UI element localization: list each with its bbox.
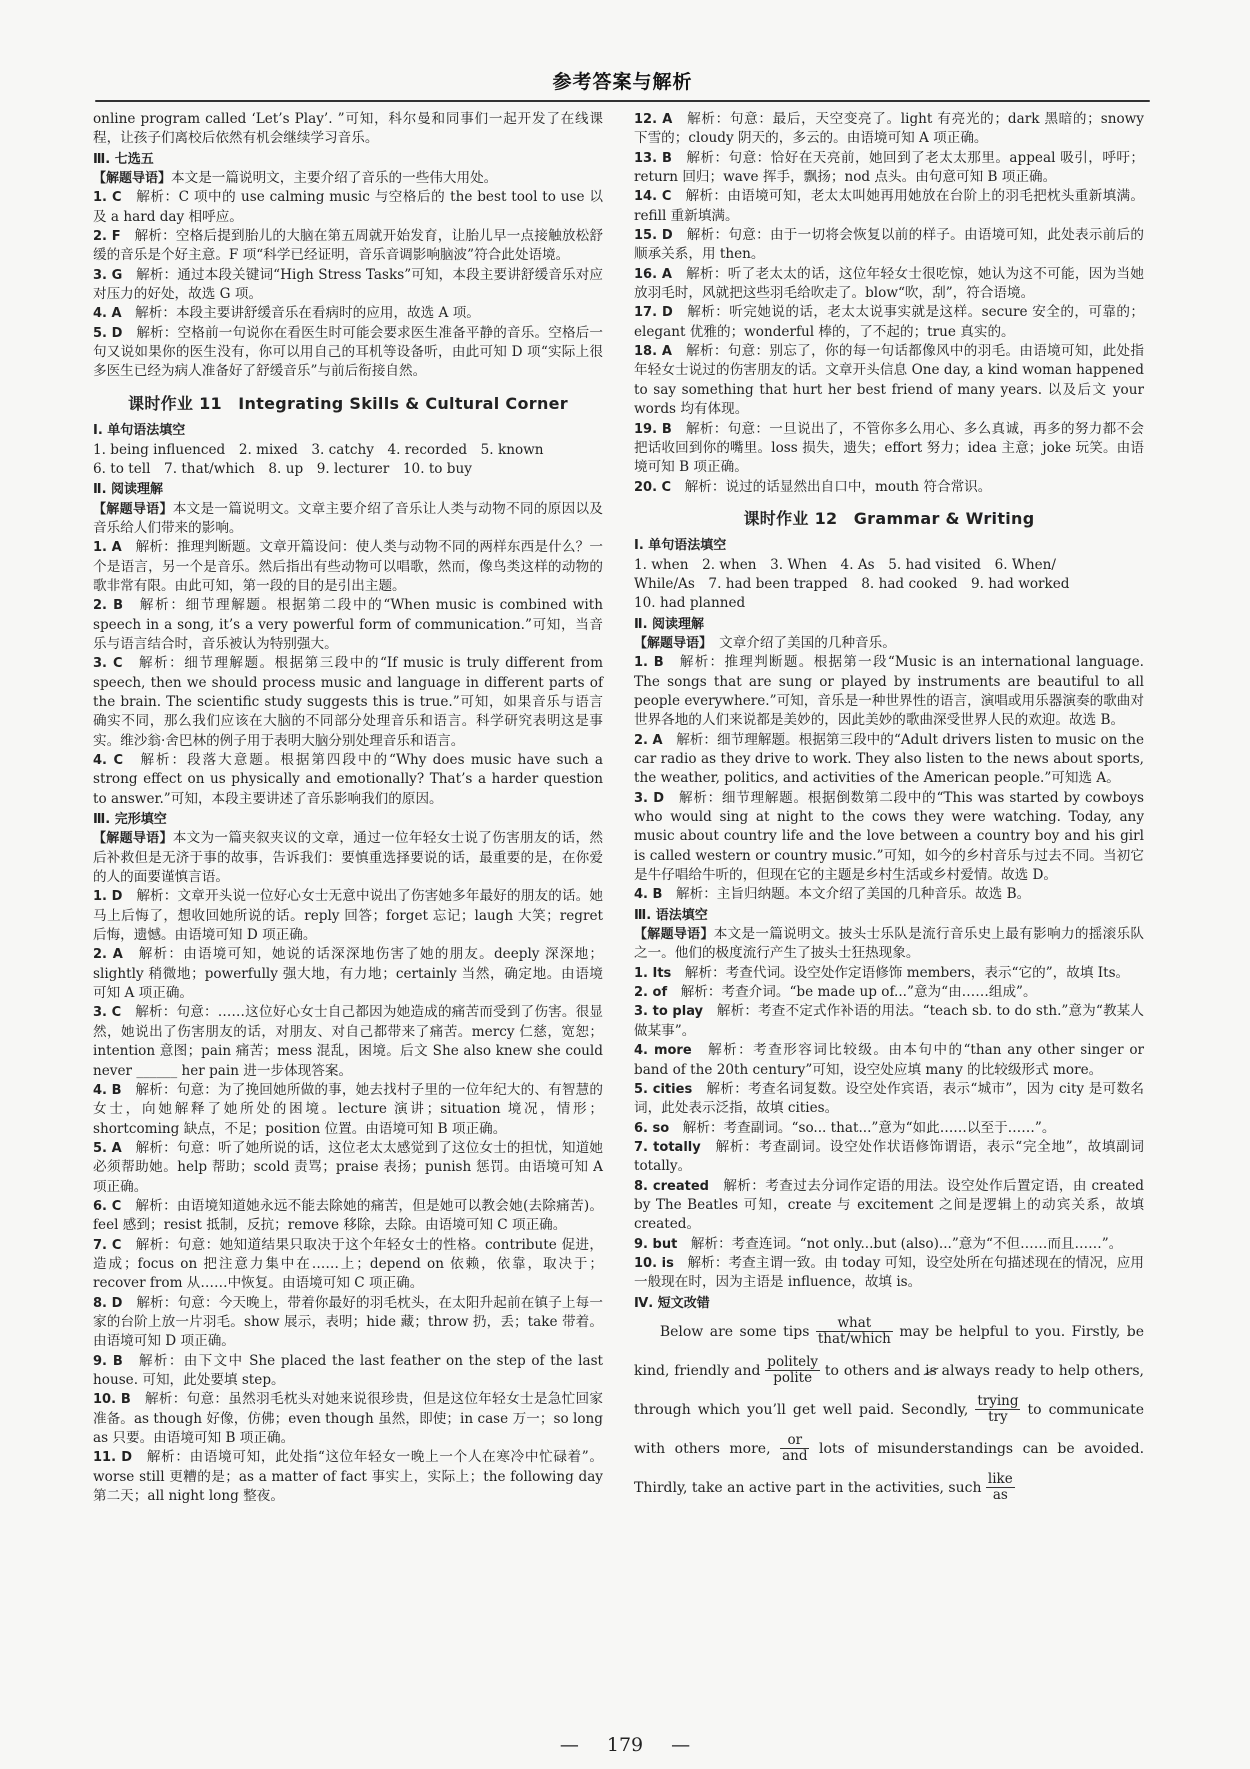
answer-explain: 解析：考查副词。设空处作状语修饰谓语，表示“完全地”，故填副词 totally。 [634, 1138, 1144, 1175]
section-title: Ⅲ. 七选五 [93, 151, 154, 167]
passage-text: may be helpful to you. Firstly, [899, 1323, 1121, 1340]
answer-item [634, 885, 1144, 904]
answer-item [634, 1177, 1144, 1235]
answer-item [93, 1294, 603, 1352]
answer-explain: 解析：考查主谓一致。由 today 可知，设空处所在句描述现在的情况，应用一般现在时，因为主语是 influence，故填 is。 [634, 1254, 1144, 1291]
section-title: Ⅳ. 短文改错 [634, 1295, 710, 1311]
guide-body: 文章介绍了美国的几种音乐。 [719, 634, 896, 651]
correction-mark [765, 1355, 820, 1386]
section-title: Ⅱ. 阅读理解 [93, 482, 164, 498]
answer-explain: 解析：细节理解题。根据第三段中的“Adult drivers listen to music on the car radio as they drive to work. They also listen to the news about sports, the weather, politics, and activities of the American people.”可知选 A。 [634, 731, 1145, 787]
page-dash-left: — [559, 1734, 579, 1756]
answer-explain: 解析：句意：一旦说出了，不管你多么用心、多么真诚，再多的努力都不会把话收回到你的嘴里。loss 损失，遗失；effort 努力；idea 主意；joke 玩笑。由语境可知 B 项正确。 [634, 420, 1145, 476]
answer-explain: 解析：考查介词。“be made up of...”意为“由……组成”。 [680, 984, 1037, 1001]
answer-key: 3. G [93, 267, 123, 283]
answer-key: 4. A [93, 306, 122, 322]
guide-text [634, 634, 1144, 653]
answer-explain: 解析：听了老太太的话，这位年轻女士很吃惊，她认为这不可能，因为当她放羽毛时，风就把这些羽毛给吹走了。blow“吹，刮”，符合语境。 [634, 265, 1145, 302]
answer-key: 14. C [634, 189, 672, 205]
answer-explain: 解析：句意：今天晚上，带着你最好的羽毛枕头，在太阳升起前在镇子上每一家的台阶上放一片羽毛。show 展示，表明；hide 藏；throw 扔，丢；take 带着。由语境可知 D 项正确。 [93, 1294, 603, 1350]
answer-item [634, 731, 1144, 789]
answer-item [634, 420, 1144, 478]
passage-text: be kind, friendly and [634, 1323, 1145, 1379]
answer-item [634, 789, 1144, 886]
guide-text [634, 925, 1144, 964]
answer-key: 20. C [634, 479, 672, 495]
passage-text: to [1027, 1401, 1042, 1418]
answer-item [634, 1138, 1144, 1177]
correction-old: that/which [817, 1331, 891, 1348]
error-correction-passage [634, 1313, 1144, 1508]
passage-text: Below are some tips [659, 1323, 810, 1340]
answer-explain: 解析：由语境可知，此处指“这位年轻女一晚上一个人在寒冷中忙碌着”。worse still 更糟的是；as a matter of fact 事实上，实际上；the following day 第二天；all night long 整夜。 [93, 1449, 603, 1505]
answer-explain: 解析：细节理解题。根据第二段中的“When music is combined with speech in a song, it’s a very powerful form of communication.”可知，当音乐与语言结合时，音乐被认为特别强大。 [93, 597, 603, 652]
answer-explain: 解析：由语境可知，老太太叫她再用她放在台阶上的羽毛把枕头重新填满。refill 重新填满。 [634, 188, 1145, 224]
answer-key: 1. D [93, 889, 123, 905]
answer-key: 3. C [93, 1005, 122, 1021]
answer-key: 4. B [93, 1082, 122, 1098]
answer-explain: 解析：文章开头说一位好心女士无意中说出了伤害她多年最好的朋友的话。她马上后悔了，想收回她所说的话。reply 回答；forget 忘记；laugh 大笑；regret 后悔，遗憾。由语境可知 D 项正确。 [93, 888, 603, 944]
answer-item [634, 653, 1144, 730]
answer-explain: 解析：细节理解题。根据倒数第二段中的“This was started by cowboys who would sing at night to the cows they were watching. Today, any music about country life and the love between a country boy and his girl is called western or country music.”可知，如今的乡村音乐与过去不同。当初它是牛仔唱给牛听的，但现在它的主题是乡村生活或乡村爱情。故选 D。 [634, 789, 1144, 884]
answer-key: 5. cities [634, 1081, 693, 1097]
answer-item [93, 1352, 603, 1391]
answer-explain: 解析：考查副词。“so... that...”意为“如此……以至于……”。 [682, 1119, 1056, 1136]
answer-explain: 解析：推理判断题。根据第一段“Music is an international language. The songs that are sung or played by instruments are beautiful to all people everywhere.”可知，音乐是一种世界性的语言，演唱或用乐器演奏的歌曲对世界各地的人们来说都是美妙的，因此美妙的歌曲深受世界人民的欢迎。故选 B。 [634, 654, 1144, 729]
answer-item [93, 1197, 603, 1236]
page-title: 参考答案与解析 [552, 71, 693, 93]
answer-explain: 解析：句意：听了她所说的话，这位老太太感觉到了这位女士的担忧，知道她必须帮助她。help 帮助；scold 责骂；praise 表扬；punish 惩罚。由语境可知 A 项正确。 [93, 1139, 604, 1195]
answer-key: 18. A [634, 344, 672, 360]
answer-item [634, 265, 1144, 304]
answer-key: 3. D [634, 790, 665, 806]
answer-item [634, 478, 1144, 497]
fill-answers-line: 6. to tell 7. that/which 8. up 9. lecturer 10. to buy [93, 460, 472, 477]
answer-explain: 解析：考查代词。设空处作定语修饰 members，表示“它的”，故填 Its。 [684, 964, 1130, 981]
answer-explain: 解析：本段主要讲舒缓音乐在看病时的应用，故选 A 项。 [135, 305, 480, 322]
answer-item [634, 1002, 1144, 1041]
answer-key: 1. A [93, 540, 122, 556]
page-number [0, 1734, 1250, 1756]
answer-item [634, 110, 1144, 149]
answer-explain: 解析：句意：……这位好心女士自己都因为她造成的痛苦而受到了伤害。很显然，她说出了伤害朋友的话，对朋友、对自己都带来了痛苦。mercy 仁慈，宽恕；intention 意图；pain 痛苦；mess 混乱，困境。后文 She also knew she could never ______ her pain 进一步体现答案。 [93, 1004, 604, 1079]
answer-item [634, 1254, 1144, 1293]
passage-text: lots of misunderstandings can be [819, 1440, 1075, 1457]
correction-old: and [782, 1448, 808, 1465]
answer-explain: 解析：说过的话显然出自口中，mouth 符合常识。 [684, 478, 992, 495]
answer-list [93, 188, 603, 381]
section-title: Ⅲ. 完形填空 [93, 812, 167, 828]
answer-key: 7. C [93, 1237, 122, 1253]
answer-explain: 解析：听完她说的话，老太太说事实就是这样。secure 安全的，可靠的；elegant 优雅的；wonderful 棒的，了不起的；true 真实的。 [634, 304, 1144, 340]
guide-tag: 【解题导语】 [93, 831, 173, 847]
answer-explain: 解析：空格后提到胎儿的大脑在第五周就开始发育，让胎儿早一点接触放松舒缓的音乐是个好主意。F 项“科学已经证明，音乐音调影响脑波”符合此处语境。 [93, 228, 604, 264]
guide-text [93, 169, 603, 188]
answer-explain: 解析：由语境可知，她说的话深深地伤害了她的朋友。deeply 深深地；slightly 稍微地；powerfully 强大地，有力地；certainly 当然，确定地。由语境可知 A 项正确。 [93, 946, 604, 1002]
answer-key: 2. B [93, 598, 124, 614]
answer-key: 10. is [634, 1255, 674, 1271]
answer-item [634, 303, 1144, 342]
answer-explain: 解析：段落大意题。根据第四段中的“Why does music have such a strong effect on us physically and emotionally? That’s a harder question to answer.”可知，本段主要讲述了音乐影响我们的原因。 [93, 752, 603, 807]
answer-item [634, 964, 1144, 983]
answer-item [634, 149, 1144, 188]
fill-answers-line: 1. being influenced 2. mixed 3. catchy 4. recorded 5. known [93, 441, 544, 458]
guide-text [93, 829, 603, 887]
answer-explain: 解析：句意：虽然羽毛枕头对她来说很珍贵，但是这位年轻女士是急忙回家准备。as though 好像，仿佛；even though 虽然，即使；in case 万一；so long as 只要。由语境可知 B 项正确。 [93, 1391, 604, 1447]
answer-explain: 解析：句意：由于一切将会恢复以前的样子。由语境可知，此处表示前后的顺承关系，用 then。 [634, 227, 1144, 263]
page-header [95, 66, 1150, 106]
guide-tag: 【解题导语】 [93, 501, 173, 517]
answer-key: 3. C [93, 656, 123, 672]
answer-item [634, 1080, 1144, 1119]
answer-explain: 解析：考查名词复数。设空处作宾语，表示“城市”，因为 city 是可数名词，此处表示泛指，故填 cities。 [634, 1080, 1144, 1117]
passage-text: always ready to help [941, 1362, 1090, 1379]
answer-item [634, 983, 1144, 1002]
section-title: Ⅰ. 单句语法填空 [634, 538, 727, 554]
answer-item [634, 226, 1144, 265]
section-title: Ⅰ. 单句语法填空 [93, 423, 186, 439]
answer-list [93, 887, 603, 1506]
answer-key: 2. A [93, 947, 123, 963]
answer-explain: 解析：句意：别忘了，你的每一句话都像风中的羽毛。由语境可知，此处指年轻女士说过的伤害朋友的话。文章开头信息 One day, a kind woman happened to say something that hurt her best friend of many years. 以及后文 your words 均有体现。 [634, 343, 1145, 418]
answer-list [634, 964, 1144, 1293]
answer-list [634, 110, 1144, 497]
answer-item [93, 227, 603, 266]
guide-body: 本文是一篇说明文。披头士乐队是流行音乐史上最有影响力的摇滚乐队之一。他们的极度流行产生了披头士狂热现象。 [634, 926, 1144, 962]
answer-explain: 解析：主旨归纳题。本文介绍了美国的几种音乐。故选 B。 [676, 886, 1031, 903]
answer-item [634, 187, 1144, 226]
passage-text: avoided. Thirdly, take an active part in the activities, such [634, 1440, 1145, 1496]
answer-explain: 解析：句意：恰好在天亮前，她回到了老太太那里。appeal 吸引，呼吁；return 回归；wave 挥手，飘扬；nod 点头。由句意可知 B 项正确。 [634, 149, 1145, 186]
answer-item [93, 1003, 603, 1080]
guide-tag: 【解题导语】 [634, 635, 706, 651]
answer-item [93, 538, 603, 596]
passage-text: others, through which you’ll get well paid. Secondly, [634, 1362, 1144, 1418]
section-title: Ⅱ. 阅读理解 [634, 616, 705, 632]
answer-key: 17. D [634, 305, 673, 321]
answer-explain: 解析：推理判断题。文章开篇设问：使人类与动物不同的两样东西是什么？一个是语言，另一个是音乐。然后指出有些动物可以唱歌，然而，像鸟类这样的动物的歌非常有限。由此可知，第一段的目的是引出主题。 [93, 539, 604, 594]
answer-list [93, 538, 603, 809]
answer-key: 5. A [93, 1140, 122, 1156]
answer-key: 6. C [93, 1198, 122, 1214]
answer-explain: 解析：考查不定式作补语的用法。“teach sb. to do sth.”意为“教某人做某事”。 [634, 1003, 1144, 1039]
answer-item [93, 188, 603, 227]
correction-new: like [987, 1471, 1013, 1488]
passage-text: communicate with others more, [634, 1401, 1145, 1457]
answer-key: 19. B [634, 421, 672, 437]
answer-key: 4. B [634, 887, 663, 903]
guide-tag: 【解题导语】 [93, 171, 172, 187]
answer-key: 7. totally [634, 1139, 701, 1155]
answer-key: 4. more [634, 1043, 692, 1059]
answer-item [93, 1139, 603, 1197]
correction-mark [780, 1433, 809, 1464]
answer-item [93, 1081, 603, 1139]
answer-item [93, 887, 603, 945]
answer-key: 15. D [634, 228, 673, 244]
correction-new: or [780, 1433, 809, 1449]
correction-mark [816, 1316, 893, 1347]
answer-explain: 解析：考查形容词比较级。由本句中的“than any other singer or band of the 20th century”可知，设空处应填 many 的比较级形式 more。 [634, 1042, 1144, 1078]
deletion-mark: is [925, 1352, 937, 1391]
answer-item [634, 1235, 1144, 1254]
answer-explain: 解析：句意：最后，天空变亮了。light 有亮光的；dark 黑暗的；snowy 下雪的；cloudy 阴天的，多云的。由语境可知 A 项正确。 [634, 111, 1144, 147]
answer-key: 5. D [93, 325, 123, 341]
answer-key: 1. C [93, 190, 122, 206]
page-dash-right: — [671, 1734, 691, 1756]
fill-answers-line: While/As 7. had been trapped 8. had cooked 9. had worked [634, 575, 1070, 592]
guide-tag: 【解题导语】 [634, 927, 714, 943]
answer-key: 2. A [634, 732, 663, 748]
answer-explain: 解析：C 项中的 use calming music 与空格后的 the best tool to use 以及 a hard day 相呼应。 [93, 189, 603, 225]
answer-explain: 解析：细节理解题。根据第三段中的“If music is truly different from speech, then we should process music and language in different parts of the brain. The scientific study suggests this is true.”可知，如果音乐与语言确实不同，那么我们应该在大脑的不同部分处理音乐和语言。科学研究表明这是事实。维沙翁·舍巴林的例子用于表明大脑分别处理音乐和语言。 [93, 655, 603, 749]
answer-key: 8. created [634, 1178, 709, 1194]
answer-key: 9. B [93, 1353, 123, 1369]
answer-key: 1. B [634, 655, 664, 671]
answer-key: 12. A [634, 112, 673, 127]
page-number-value: 179 [606, 1734, 644, 1756]
answer-item [634, 1041, 1144, 1080]
correction-new: what [816, 1316, 893, 1332]
answer-key: 1. Its [634, 965, 672, 981]
correction-old: polite [773, 1370, 813, 1387]
guide-body: 本文是一篇说明文，主要介绍了音乐的一些伟大用处。 [171, 170, 498, 187]
answer-explain: 解析：考查过去分词作定语的用法。设空处作后置定语，由 created by The Beatles 可知，create 与 excitement 之间是逻辑上的动宾关系，故填 created。 [634, 1177, 1145, 1233]
correction-mark [975, 1394, 1020, 1425]
answer-item [634, 1119, 1144, 1138]
guide-text [93, 500, 603, 539]
section-title: Ⅲ. 语法填空 [634, 907, 708, 923]
guide-body: 本文为一篇夹叙夹议的文章，通过一位年轻女士说了伤害朋友的话，然后补救但是无济于事的故事，告诉我们：要慎重选择要说的话，最重要的是，在你爱的人的面要谨慎言语。 [93, 830, 603, 886]
answer-item [93, 751, 603, 809]
correction-new: politely [767, 1354, 819, 1371]
left-column [93, 110, 603, 1506]
answer-item [93, 304, 603, 323]
answer-item [634, 342, 1144, 419]
answer-item [93, 1448, 603, 1506]
correction-old: try [988, 1409, 1008, 1426]
answer-item [93, 596, 603, 654]
correction-new: trying [977, 1393, 1019, 1410]
answer-key: 6. so [634, 1120, 670, 1136]
correction-old: as [992, 1487, 1008, 1504]
answer-key: 16. A [634, 266, 672, 282]
answer-item [93, 1236, 603, 1294]
answer-key: 9. but [634, 1236, 678, 1252]
answer-key: 3. to play [634, 1004, 704, 1020]
answer-explain: 解析：空格前一句说你在看医生时可能会要求医生准备平静的音乐。空格后一句又说如果你的医生没有，你可以用自己的耳机等设备听，由此可知 D 项“实际上很多医生已经为病人准备好了舒缓音乐”与前后衔接自然。 [93, 324, 603, 380]
fill-answers-line: 1. when 2. when 3. When 4. As 5. had visited 6. When/ [634, 556, 1056, 573]
correction-mark [986, 1472, 1015, 1503]
intro-text: online program called ‘Let’s Play’. ”可知，科尔曼和同事们一起开发了在线课程，让孩子们离校后依然有机会继续学习音乐。 [93, 111, 603, 147]
right-column [634, 110, 1144, 1508]
answer-key: 2. of [634, 985, 668, 1001]
answer-explain: 解析：由语境知道她永远不能去除她的痛苦，但是她可以教会她(去除痛苦)。feel 感到；resist 抵制，反抗；remove 移除，去除。由语境可知 C 项正确。 [93, 1197, 604, 1234]
guide-body: 本文是一篇说明文。文章主要介绍了音乐让人类与动物不同的原因以及音乐给人们带来的影响。 [93, 500, 603, 536]
lesson-heading: 课时作业 11 Integrating Skills & Cultural Corner [128, 393, 568, 413]
answer-key: 13. B [634, 150, 672, 166]
lesson-heading: 课时作业 12 Grammar & Writing [743, 508, 1035, 528]
answer-explain: 解析：句意：她知道结果只取决于这个年轻女士的性格。contribute 促进，造成；focus on 把注意力集中在……上；depend on 依赖，依靠，取决于；recover from 从……中恢复。由语境可知 C 项正确。 [93, 1236, 603, 1292]
answer-item [93, 324, 603, 382]
answer-item [93, 1390, 603, 1448]
answer-list [634, 653, 1144, 904]
answer-item [93, 266, 603, 305]
answer-explain: 解析：通过本段关键词“High Stress Tasks”可知，本段主要讲舒缓音乐对应对压力的好处，故选 G 项。 [93, 266, 604, 303]
header-rule [95, 100, 1150, 102]
answer-explain: 解析：句意：为了挽回她所做的事，她去找村子里的一位年纪大的、有智慧的女士，向她解释了她所处的困境。lecture 演讲；situation 境况，情形；shortcoming 缺点，不足；position 位置。由语境可知 B 项正确。 [93, 1081, 604, 1137]
answer-item [93, 945, 603, 1003]
answer-key: 2. F [93, 229, 121, 245]
answer-key: 8. D [93, 1295, 123, 1311]
passage-text: to others and [824, 1362, 921, 1379]
answer-explain: 解析：考查连词。“not only...but (also)...”意为“不但……而且……”。 [690, 1235, 1123, 1252]
answer-item [93, 654, 603, 751]
answer-key: 10. B [93, 1392, 131, 1408]
answer-key: 11. D [93, 1450, 132, 1466]
fill-answers-line: 10. had planned [634, 595, 746, 612]
answer-explain: 解析：由下文中 She placed the last feather on the step of the last house. 可知，此处要填 step。 [93, 1352, 604, 1388]
answer-key: 4. C [93, 753, 123, 768]
